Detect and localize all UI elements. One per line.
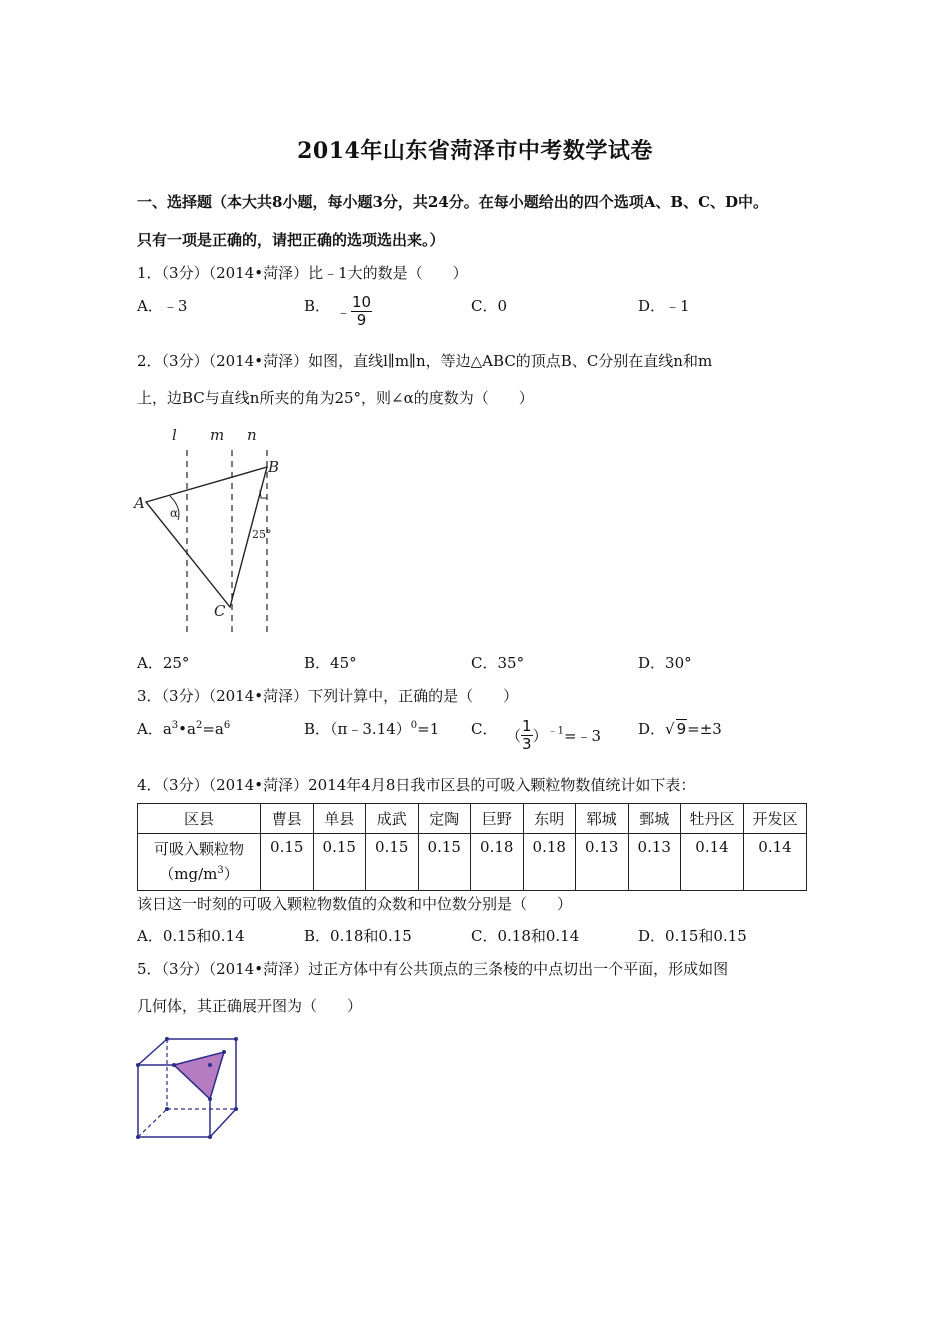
q4-option-a: A．0.15和0.14 (137, 927, 245, 945)
table-header-cell: 鄄城 (628, 804, 681, 834)
q1-option-d: D．﹣1 (638, 297, 690, 315)
q3-option-c-numerator: 1 (522, 717, 532, 735)
table-header-cell: 成武 (366, 804, 419, 834)
table-cell: 0.15 (366, 834, 419, 891)
q2-option-c: C．35° (471, 654, 525, 672)
q3-option-d-tail: =±3 (687, 720, 722, 738)
row-label-text: 可吸入颗粒物 (153, 840, 244, 858)
table-header-cell: 巨野 (471, 804, 524, 834)
q2-figure (130, 420, 290, 640)
table-header-cell: 定陶 (418, 804, 471, 834)
table-cell: 0.15 (261, 834, 314, 891)
table-cell: 0.14 (744, 834, 807, 891)
q4-stem: 4．（3分）（2014•菏泽）2014年4月8日我市区县的可吸入颗粒物数值统计如下表： (137, 776, 696, 794)
table-header-cell: 牡丹区 (681, 804, 744, 834)
table-header-row (138, 804, 807, 834)
q2-stem-line2: 上，边BC与直线n所夹的角为25°，则∠α的度数为（ ） (137, 389, 534, 407)
table-cell: 0.13 (576, 834, 629, 891)
q5-stem-line1: 5．（3分）（2014•菏泽）过正方体中有公共顶点的三条棱的中点切出一个平面，形成如图 (137, 960, 729, 978)
q1-option-b-denominator: 9 (356, 311, 367, 329)
q1-stem: 1．（3分）（2014•菏泽）比﹣1大的数是（ ） (137, 264, 468, 282)
q1-option-c: C．0 (471, 297, 508, 315)
table-header-cell: 郓城 (576, 804, 629, 834)
q3-option-b (304, 718, 439, 739)
q1-option-b-label: B． (304, 297, 331, 315)
table-row-label (138, 834, 261, 891)
q3-option-a (137, 718, 230, 739)
label-n: n (247, 426, 257, 444)
label-m: m (210, 426, 225, 444)
q3-option-b-tail: =1 (417, 720, 440, 738)
table-header-cell: 开发区 (744, 804, 807, 834)
q4-after-table: 该日这一时刻的可吸入颗粒物数值的众数和中位数分别是（ ） (137, 895, 573, 913)
q3-option-a-expr: $a^3•a^2=a^6$ (162, 720, 231, 738)
q5-cube-figure (132, 1033, 244, 1145)
q3-option-c-label: C． (471, 720, 498, 738)
table-cell: 0.18 (471, 834, 524, 891)
cube-edge (138, 1039, 167, 1065)
q3-option-d-label: D． (638, 720, 666, 738)
hidden-edge (138, 1109, 167, 1137)
q3-option-c-denominator: 3 (522, 735, 532, 753)
section-heading-line2: 只有一项是正确的，请把正确的选项选出来。） (137, 231, 445, 249)
q1-option-b (304, 295, 330, 316)
q3-stem: 3．（3分）（2014•菏泽）下列计算中，正确的是（ ） (137, 687, 519, 705)
q3-option-d: D．√ 9=±3 (638, 720, 722, 738)
q3-option-a-label: A． (137, 720, 163, 738)
table-cell: 0.15 (313, 834, 366, 891)
cube-edge (210, 1109, 236, 1137)
label-c: C (214, 602, 226, 620)
table-header-cell: 单县 (313, 804, 366, 834)
label-b: B (268, 458, 280, 476)
q3-option-b-exponent: 0 (410, 720, 418, 731)
q3-option-c-exponent: ﹣1 (547, 725, 564, 737)
table-cell: 0.13 (628, 834, 681, 891)
label-25deg: 25° (252, 528, 272, 541)
q1-option-b-sign: ﹣ (336, 303, 352, 321)
q3-option-b-base: B．（π﹣3.14） (304, 720, 411, 738)
table-header-cell: 东明 (523, 804, 576, 834)
page-title: 2014年山东省菏泽市中考数学试卷 (297, 138, 653, 164)
q5-stem-line2: 几何体，其正确展开图为（ ） (137, 997, 363, 1015)
table-header-cell: 区县 (138, 804, 261, 834)
q4-option-b: B．0.18和0.15 (304, 927, 412, 945)
table-cell: 0.15 (418, 834, 471, 891)
q4-option-d: D．0.15和0.15 (638, 927, 747, 945)
table-cell: 0.14 (681, 834, 744, 891)
table-row (138, 834, 807, 891)
table-header-cell: 曹县 (261, 804, 314, 834)
q1-option-a: A．﹣3 (137, 297, 188, 315)
q2-option-a: A．25° (137, 654, 190, 672)
label-a: A (134, 494, 145, 512)
q3-option-c-tail: =﹣3 (563, 727, 602, 745)
q2-stem-line1: 2．（3分）（2014•菏泽）如图，直线l∥m∥n，等边△ABC的顶点B、C分别在直线n和m (137, 352, 713, 370)
label-l: l (172, 426, 177, 444)
table-cell: 0.18 (523, 834, 576, 891)
q1-option-b-numerator: 10 (352, 293, 372, 311)
cut-section (174, 1052, 224, 1099)
q3-option-d-radicand: 9 (676, 720, 687, 738)
q4-option-c: C．0.18和0.14 (471, 927, 580, 945)
row-label-unit: $(mg/m^3)$ (159, 865, 239, 883)
pm-table (137, 803, 807, 891)
q3-option-c-expr: （ $\frac{1}{3}$ ）$^{﹣1}$=﹣3 (506, 717, 602, 753)
q2-option-b: B．45° (304, 654, 357, 672)
label-alpha: α (170, 506, 179, 520)
q2-option-d: D．30° (638, 654, 692, 672)
q1-option-b-fraction (336, 294, 372, 329)
triangle-abc (146, 467, 267, 607)
section-heading-line1: 一、选择题（本大共8小题，每小题3分，共24分。在每小题给出的四个选项A、B、C、D中。 (137, 193, 769, 211)
